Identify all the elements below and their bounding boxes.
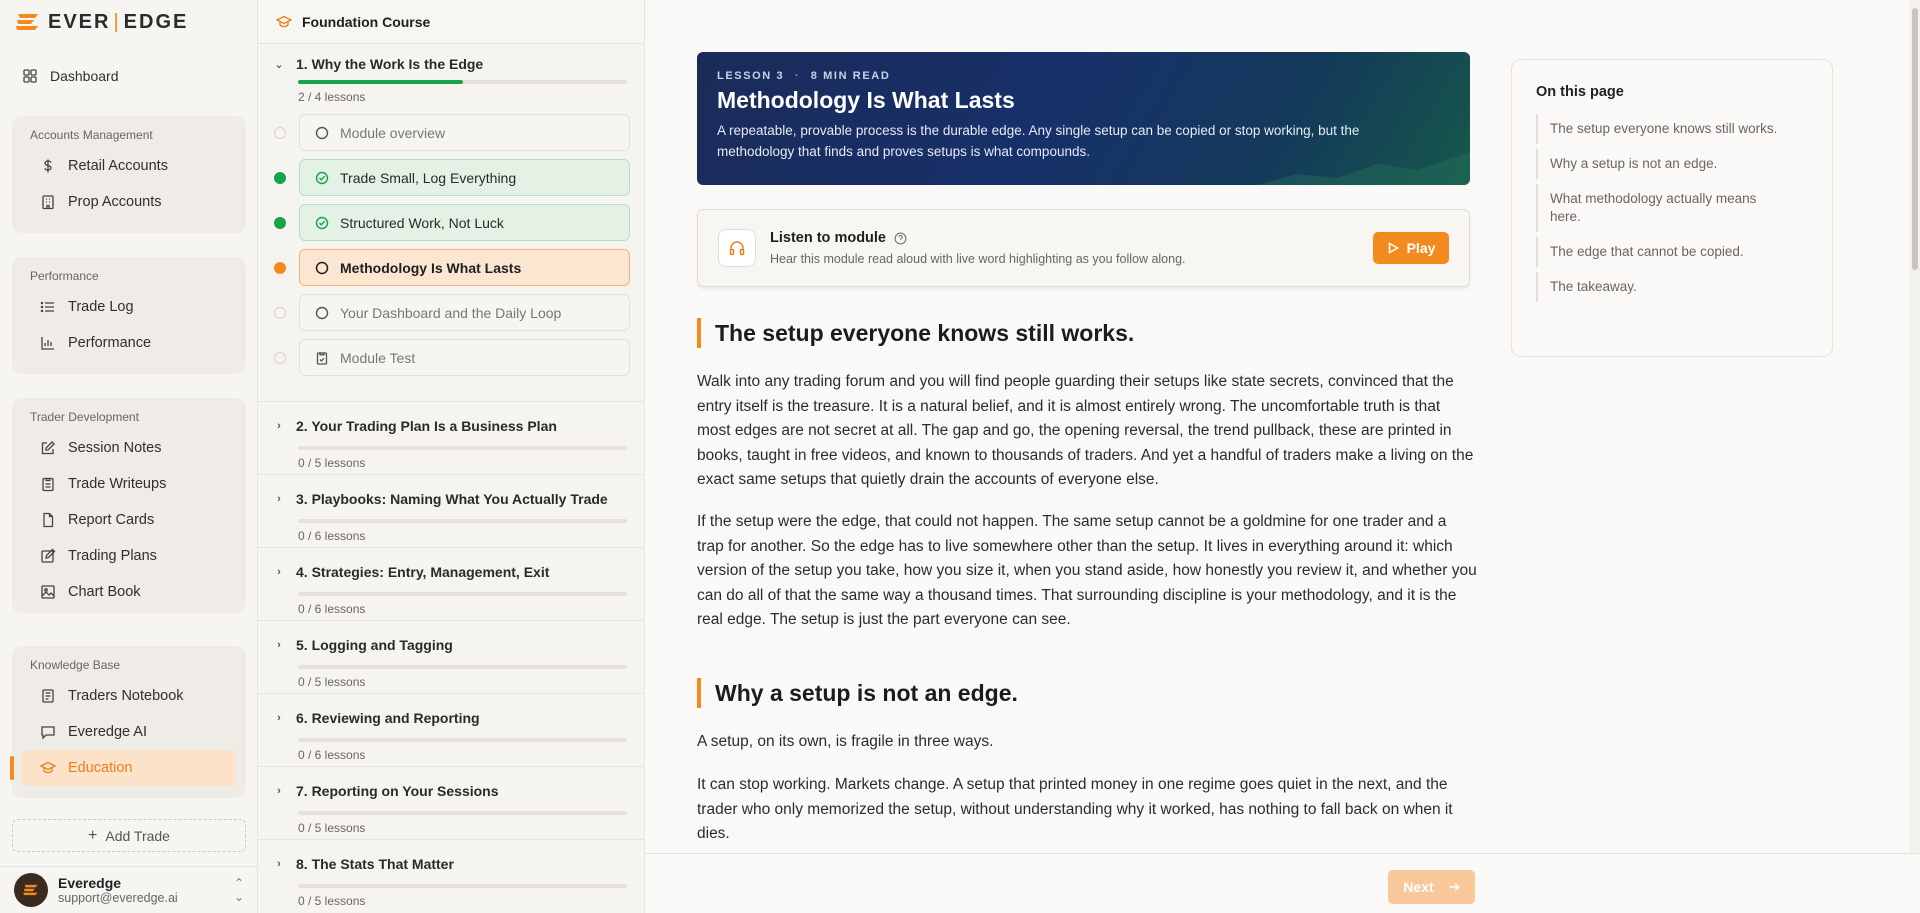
circle-icon bbox=[314, 305, 330, 321]
sidebar-item-label: Education bbox=[68, 760, 133, 776]
chevron-right-icon: › bbox=[277, 566, 281, 578]
module-lesson-count: 0 / 5 lessons bbox=[298, 894, 366, 908]
lesson-label: Your Dashboard and the Daily Loop bbox=[340, 304, 562, 321]
module-title: 7. Reporting on Your Sessions bbox=[296, 783, 499, 799]
nav-group-performance bbox=[12, 257, 246, 374]
sidebar-item-label: Report Cards bbox=[68, 512, 155, 528]
lesson-item-dashboard-loop[interactable] bbox=[258, 294, 628, 331]
user-name: Everedge bbox=[58, 875, 122, 891]
user-email: support@everedge.ai bbox=[58, 891, 178, 905]
lesson-title: Methodology Is What Lasts bbox=[717, 87, 1015, 113]
toc-link[interactable]: The edge that cannot be copied. bbox=[1536, 237, 1808, 267]
building-icon bbox=[40, 194, 56, 210]
scrollbar[interactable] bbox=[1910, 0, 1920, 853]
module-list bbox=[258, 401, 645, 912]
sidebar-item-dashboard[interactable] bbox=[12, 62, 246, 90]
module-progress-bar bbox=[298, 446, 627, 450]
lesson-button[interactable] bbox=[299, 159, 630, 196]
sidebar-item-label: Prop Accounts bbox=[68, 194, 162, 210]
lesson-label: Trade Small, Log Everything bbox=[340, 169, 517, 186]
note-edit-icon bbox=[40, 440, 56, 456]
headphones-icon bbox=[718, 229, 756, 267]
module-lesson-count: 0 / 6 lessons bbox=[298, 748, 366, 762]
module-progress-bar bbox=[298, 884, 627, 888]
course-header bbox=[258, 0, 644, 44]
toc-link[interactable]: Why a setup is not an edge. bbox=[1536, 149, 1808, 179]
image-icon bbox=[40, 584, 56, 600]
play-label: Play bbox=[1406, 240, 1436, 256]
course-title: Foundation Course bbox=[302, 13, 431, 30]
chevron-right-icon: › bbox=[277, 785, 281, 797]
sidebar-item-label: Everedge AI bbox=[68, 724, 147, 740]
avatar bbox=[14, 873, 48, 907]
module-progress-bar bbox=[298, 738, 627, 742]
chevron-right-icon: › bbox=[277, 493, 281, 505]
module-title: 8. The Stats That Matter bbox=[296, 856, 454, 872]
module-header[interactable] bbox=[274, 54, 628, 74]
chat-icon bbox=[40, 724, 56, 740]
read-time: 8 MIN READ bbox=[810, 70, 891, 82]
lesson-label: Module overview bbox=[340, 124, 446, 141]
lesson-label: Module Test bbox=[340, 349, 416, 366]
nav-group-accounts bbox=[12, 116, 246, 233]
lesson-item-methodology[interactable] bbox=[258, 249, 628, 286]
module-lesson-count: 0 / 5 lessons bbox=[298, 675, 366, 689]
lesson-footer bbox=[645, 853, 1920, 913]
module-progress-bar bbox=[298, 80, 627, 84]
lesson-status-dot bbox=[274, 172, 286, 184]
chevron-right-icon: › bbox=[277, 712, 281, 724]
play-button[interactable] bbox=[1373, 232, 1449, 264]
sidebar-item-label: Trade Writeups bbox=[68, 476, 167, 492]
sidebar-item-label: Traders Notebook bbox=[68, 688, 184, 704]
chevron-right-icon: › bbox=[277, 420, 281, 432]
lesson-status-dot bbox=[274, 352, 286, 364]
next-button[interactable] bbox=[1388, 870, 1475, 904]
next-label: Next bbox=[1403, 879, 1434, 895]
nav-group-title: Performance bbox=[30, 269, 99, 283]
dollar-icon bbox=[40, 158, 56, 174]
module-4[interactable] bbox=[258, 547, 645, 620]
toc-title: On this page bbox=[1536, 84, 1624, 100]
lesson-label: Methodology Is What Lasts bbox=[340, 259, 522, 276]
grid-icon bbox=[22, 68, 38, 84]
listen-card bbox=[697, 209, 1470, 287]
lesson-status-dot bbox=[274, 307, 286, 319]
sidebar-item-trade-writeups[interactable] bbox=[22, 466, 236, 502]
lesson-number: LESSON 3 bbox=[717, 70, 785, 82]
sidebar-item-performance[interactable] bbox=[22, 325, 236, 361]
sidebar-item-retail-accounts[interactable] bbox=[22, 148, 236, 184]
plus-icon: + bbox=[88, 826, 98, 844]
module-title: 6. Reviewing and Reporting bbox=[296, 710, 480, 726]
check-circle-icon bbox=[314, 170, 330, 186]
module-title: 1. Why the Work Is the Edge bbox=[296, 56, 484, 72]
lesson-hero bbox=[697, 52, 1470, 185]
sidebar bbox=[0, 0, 258, 913]
help-icon[interactable] bbox=[894, 232, 907, 245]
circle-icon bbox=[314, 260, 330, 276]
lesson-label: Structured Work, Not Luck bbox=[340, 214, 504, 231]
module-lesson-count: 0 / 6 lessons bbox=[298, 529, 366, 543]
lesson-button[interactable] bbox=[299, 249, 630, 286]
module-title: 3. Playbooks: Naming What You Actually Trade bbox=[296, 491, 608, 507]
listen-title: Listen to module bbox=[770, 230, 886, 246]
lesson-button[interactable] bbox=[299, 339, 630, 376]
scrollbar-thumb[interactable] bbox=[1912, 8, 1918, 270]
brand-logo[interactable] bbox=[14, 10, 188, 34]
chevron-down-icon: ⌄ bbox=[274, 58, 284, 71]
lesson-description: A repeatable, provable process is the durable edge. Any single setup can be copied or stop working, but the methodology that finds and proves setups is what compounds. bbox=[717, 123, 1360, 159]
module-progress-bar bbox=[298, 665, 627, 669]
list-icon bbox=[40, 299, 56, 315]
pencil-square-icon bbox=[40, 548, 56, 564]
toc-link[interactable]: The setup everyone knows still works. bbox=[1536, 114, 1808, 144]
module-7[interactable] bbox=[258, 766, 645, 839]
chevron-right-icon: › bbox=[277, 639, 281, 651]
sidebar-item-report-cards[interactable] bbox=[22, 502, 236, 538]
module-progress-fill bbox=[298, 80, 463, 84]
module-3[interactable] bbox=[258, 474, 645, 547]
lesson-status-dot bbox=[274, 217, 286, 229]
user-menu[interactable] bbox=[0, 866, 258, 913]
add-trade-button[interactable] bbox=[12, 819, 246, 852]
paragraph: If the setup were the edge, that could not happen. The same setup cannot be a goldmine for one trader and a trap for another. So the edge has to live somewhere other than the setup. It lives in everything around it: which version of the setup you take, how you size it, when you stand aside, how honestly you review it, and whether you can do all of that the same way a thousand times. That surrounding discipline is your methodology, and it is the real edge. The setup is just the part everyone can see. bbox=[697, 513, 1477, 628]
file-icon bbox=[40, 512, 56, 528]
clipboard-icon bbox=[40, 476, 56, 492]
sidebar-item-label: Chart Book bbox=[68, 584, 141, 600]
module-8[interactable] bbox=[258, 839, 645, 912]
module-2[interactable] bbox=[258, 401, 645, 474]
module-progress-bar bbox=[298, 811, 627, 815]
user-info bbox=[58, 875, 178, 905]
section-heading: Why a setup is not an edge. bbox=[697, 678, 1018, 708]
course-outline bbox=[258, 0, 645, 913]
bar-chart-icon bbox=[40, 335, 56, 351]
section-heading: The setup everyone knows still works. bbox=[697, 318, 1134, 348]
sidebar-item-label: Retail Accounts bbox=[68, 158, 168, 174]
graduation-cap-icon bbox=[276, 14, 292, 30]
logo-wordmark: EVER | EDGE bbox=[48, 10, 189, 33]
sidebar-item-trading-plans[interactable] bbox=[22, 538, 236, 574]
module-lesson-count: 0 / 5 lessons bbox=[298, 821, 366, 835]
circle-icon bbox=[314, 125, 330, 141]
module-1 bbox=[258, 44, 644, 376]
lesson-button[interactable] bbox=[299, 204, 630, 241]
check-circle-icon bbox=[314, 215, 330, 231]
lesson-item-module-test[interactable] bbox=[258, 339, 628, 376]
module-6[interactable] bbox=[258, 693, 645, 766]
nav-group-knowledge-base bbox=[12, 646, 246, 798]
lesson-list bbox=[258, 114, 628, 376]
lesson-button[interactable] bbox=[299, 294, 630, 331]
module-lesson-count: 0 / 6 lessons bbox=[298, 602, 366, 616]
module-lesson-count: 2 / 4 lessons bbox=[298, 90, 366, 104]
sidebar-item-session-notes[interactable] bbox=[22, 430, 236, 466]
sidebar-item-traders-notebook[interactable] bbox=[22, 678, 236, 714]
paragraph: Walk into any trading forum and you will find people guarding their setups like state secrets, convinced that the entry itself is the treasure. It is a natural belief, and it is almost entirely wrong. The uncomfortable truth is that most edges are not secret at all. The gap and go, the opening reversal, the trend pullback, these are printed in books, taught in free videos, and known to thousands of traders. And yet a handful of traders make a living on the exact same setups that quietly drain the accounts of everyone else. bbox=[697, 373, 1474, 488]
graduation-cap-icon bbox=[40, 760, 56, 776]
module-progress-bar bbox=[298, 519, 627, 523]
sidebar-item-prop-accounts[interactable] bbox=[22, 184, 236, 220]
lesson-item-trade-small[interactable] bbox=[258, 159, 628, 196]
lesson-item-module-overview[interactable] bbox=[258, 114, 628, 151]
nav-group-title: Trader Development bbox=[30, 410, 139, 424]
sidebar-item-label: Dashboard bbox=[50, 68, 119, 84]
notebook-icon bbox=[40, 688, 56, 704]
module-title: 4. Strategies: Entry, Management, Exit bbox=[296, 564, 550, 580]
sidebar-item-everedge-ai[interactable] bbox=[22, 714, 236, 750]
sidebar-item-chart-book[interactable] bbox=[22, 574, 236, 610]
add-trade-label: Add Trade bbox=[105, 827, 170, 844]
arrow-right-icon bbox=[1448, 881, 1460, 893]
nav-group-title: Knowledge Base bbox=[30, 658, 121, 672]
listen-subtitle: Hear this module read aloud with live word highlighting as you follow along. bbox=[770, 252, 1186, 266]
clipboard-check-icon bbox=[314, 350, 330, 366]
sidebar-item-label: Trading Plans bbox=[68, 548, 157, 564]
module-title: 5. Logging and Tagging bbox=[296, 637, 453, 653]
module-progress-bar bbox=[298, 592, 627, 596]
on-this-page-toc bbox=[1511, 59, 1833, 357]
lesson-kicker: LESSON 3 · 8 MIN READ bbox=[717, 70, 891, 82]
lesson-item-structured-work[interactable] bbox=[258, 204, 628, 241]
sidebar-item-trade-log[interactable] bbox=[22, 289, 236, 325]
sidebar-item-label: Session Notes bbox=[68, 440, 162, 456]
toc-link[interactable]: What methodology actually means here. bbox=[1536, 184, 1766, 232]
chevron-right-icon: › bbox=[277, 858, 281, 870]
play-icon bbox=[1387, 242, 1399, 254]
sidebar-item-label: Trade Log bbox=[68, 299, 134, 315]
nav-group-trader-development bbox=[12, 398, 246, 613]
nav-group-title: Accounts Management bbox=[30, 128, 153, 142]
logo-mark-icon bbox=[14, 12, 42, 32]
toc-link[interactable]: The takeaway. bbox=[1536, 272, 1808, 302]
paragraph: A setup, on its own, is fragile in three ways. bbox=[697, 733, 994, 750]
paragraph: It can stop working. Markets change. A setup that printed money in one regime goes quiet in the next, and the trader who only memorized the setup, without understanding why it worked, has nothing to fall back on when it dies. bbox=[697, 776, 1453, 842]
lesson-status-dot bbox=[274, 127, 286, 139]
logo-mark-icon bbox=[22, 883, 40, 897]
lesson-status-dot bbox=[274, 262, 286, 274]
module-lesson-count: 0 / 5 lessons bbox=[298, 456, 366, 470]
module-5[interactable] bbox=[258, 620, 645, 693]
lesson-button[interactable] bbox=[299, 114, 630, 151]
sidebar-item-label: Performance bbox=[68, 335, 152, 351]
sidebar-item-education[interactable] bbox=[22, 750, 236, 786]
chevron-up-down-icon[interactable]: ⌃ ⌄ bbox=[233, 876, 244, 904]
module-title: 2. Your Trading Plan Is a Business Plan bbox=[296, 418, 557, 434]
